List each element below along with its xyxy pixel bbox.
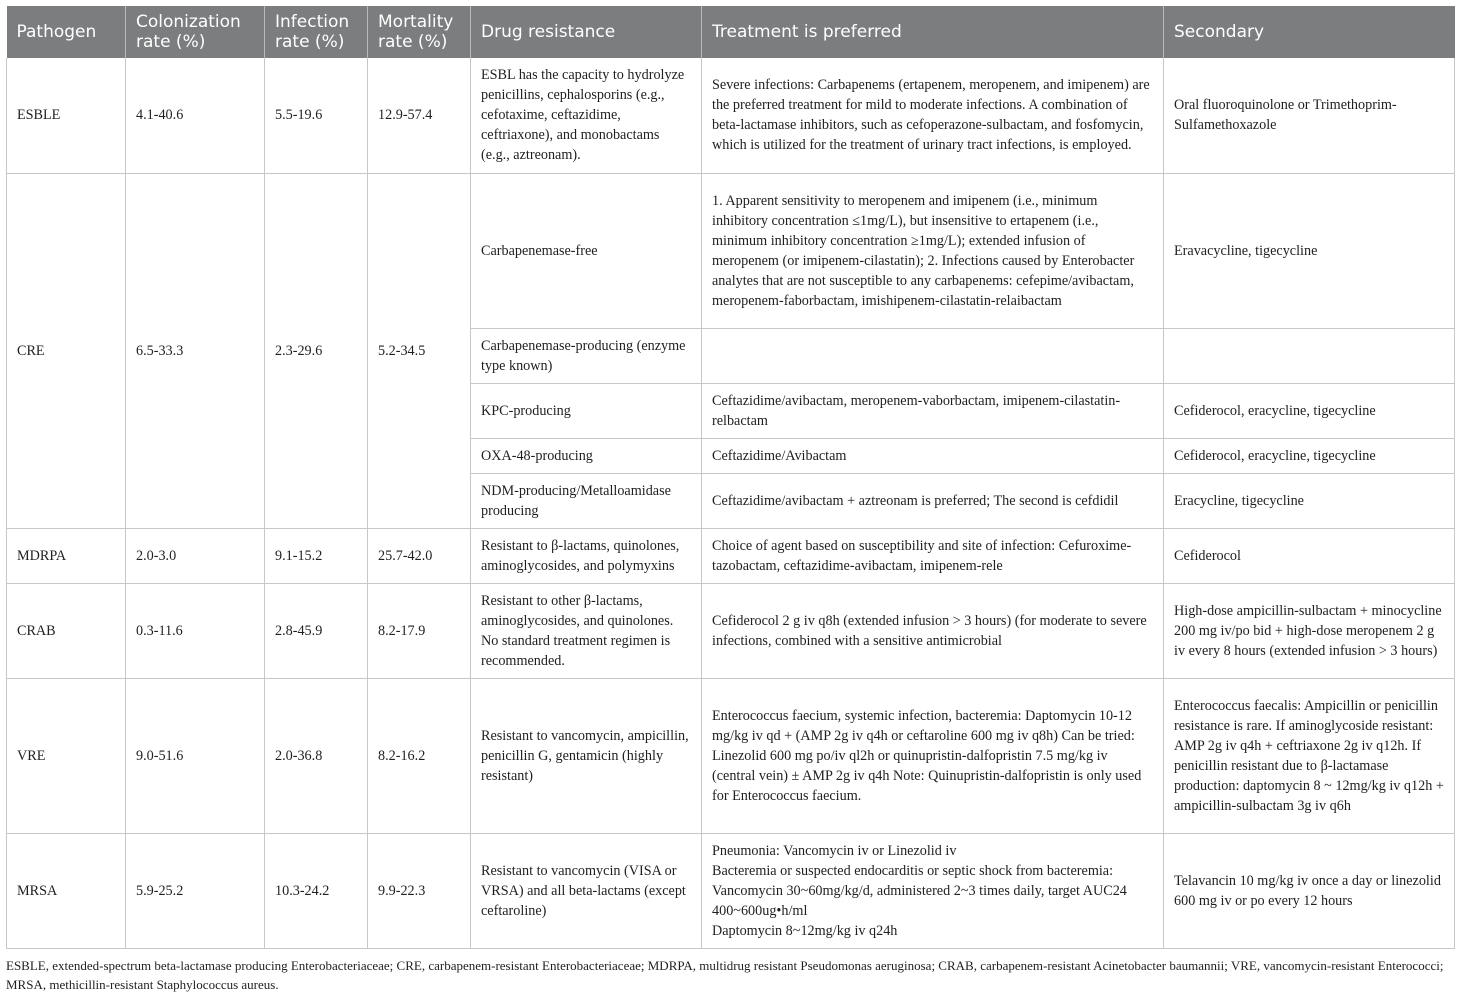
- cell-treatment: Pneumonia: Vancomycin iv or Linezolid iv Bacteremia or suspected endocarditis or septic shock from bacteremia: Vancomycin 30~60mg/kg/d, administered 2~3 times daily, target AUC24 400~600ug•h/ml Daptomycin 8~12mg/kg iv q24h: [702, 833, 1164, 948]
- cell-resistance: ESBL has the capacity to hydrolyze penicillins, cephalosporins (e.g., cefotaxime, ceftazidime, ceftriaxone), and monobactams (e.g., aztreonam).: [471, 58, 702, 173]
- cell-secondary: Cefiderocol, eracycline, tigecycline: [1164, 438, 1455, 473]
- cell-treatment: Severe infections: Carbapenems (ertapenem, meropenem, and imipenem) are the preferred treatment for mild to moderate infections. A combination of beta-lactamase inhibitors, such as cefoperazone-sulbactam, and fosfomycin, which is utilized for the treatment of urinary tract infections, is employed.: [702, 58, 1164, 173]
- cell-mortality: 12.9-57.4: [368, 58, 471, 173]
- cell-pathogen: CRAB: [7, 583, 126, 678]
- cell-mortality: 9.9-22.3: [368, 833, 471, 948]
- cell-infection: 10.3-24.2: [265, 833, 368, 948]
- table-footnote: ESBLE, extended-spectrum beta-lactamase producing Enterobacteriaceae; CRE, carbapenem-resistant Enterobacteriaceae; MDRPA, multidrug resistant Pseudomonas aeruginosa; CRAB, carbapenem-resistant Acinetobacter baumannii; VRE, vancomycin-resistant Enterococci; MRSA, methicillin-resistant Staphylococcus aureus.: [6, 958, 1444, 992]
- cell-pathogen: VRE: [7, 678, 126, 833]
- cell-mortality: 5.2-34.5: [368, 173, 471, 528]
- header-colonization-rate: Colonization rate (%): [126, 6, 265, 58]
- cell-mortality: 8.2-16.2: [368, 678, 471, 833]
- cell-treatment: Ceftazidime/avibactam + aztreonam is preferred; The second is cefdidil: [702, 473, 1164, 528]
- header-pathogen: Pathogen: [7, 6, 126, 58]
- cell-infection: 2.3-29.6: [265, 173, 368, 528]
- header-secondary: Secondary: [1164, 6, 1455, 58]
- cell-secondary: [1164, 328, 1455, 383]
- cell-secondary: Oral fluoroquinolone or Trimethoprim-Sulfamethoxazole: [1164, 58, 1455, 173]
- cell-colonization: 4.1-40.6: [126, 58, 265, 173]
- cell-pathogen: MDRPA: [7, 528, 126, 583]
- table-row: [7, 583, 1455, 678]
- cell-pathogen: ESBLE: [7, 58, 126, 173]
- cell-treatment: 1. Apparent sensitivity to meropenem and imipenem (i.e., minimum inhibitory concentration ≤1mg/L), but insensitive to ertapenem (i.e., minimum inhibitory concentration ≥1mg/L); extended infusion of meropenem (or imipenem-cilastatin); 2. Infections caused by Enterobacter analytes that are not susceptible to any carbapenems: cefepime/avibactam, meropenem-faborbactam, imishipenem-cilastatin-relaibactam: [702, 173, 1164, 328]
- header-infection-rate: Infection rate (%): [265, 6, 368, 58]
- cell-resistance: OXA-48-producing: [471, 438, 702, 473]
- cell-resistance: Carbapenemase-producing (enzyme type known): [471, 328, 702, 383]
- cell-resistance: Resistant to β-lactams, quinolones, aminoglycosides, and polymyxins: [471, 528, 702, 583]
- cell-treatment: Ceftazidime/Avibactam: [702, 438, 1164, 473]
- cell-colonization: 2.0-3.0: [126, 528, 265, 583]
- table-row: [7, 58, 1455, 173]
- cell-resistance: Resistant to other β-lactams, aminoglycosides, and quinolones. No standard treatment regimen is recommended.: [471, 583, 702, 678]
- cell-pathogen: MRSA: [7, 833, 126, 948]
- cell-secondary: High-dose ampicillin-sulbactam + minocycline 200 mg iv/po bid + high-dose meropenem 2 g iv every 8 hours (extended infusion > 3 hours): [1164, 583, 1455, 678]
- cell-secondary: Enterococcus faecalis: Ampicillin or penicillin resistance is rare. If aminoglycoside resistant: AMP 2g iv q4h + ceftriaxone 2g iv q12h. If penicillin resistant due to β-lactamase production: daptomycin 8 ~ 12mg/kg iv q12h + ampicillin-sulbactam 3g iv q6h: [1164, 678, 1455, 833]
- table-container: [6, 6, 1454, 949]
- cell-mortality: 8.2-17.9: [368, 583, 471, 678]
- header-mortality-rate: Mortality rate (%): [368, 6, 471, 58]
- cell-pathogen: CRE: [7, 173, 126, 528]
- cell-secondary: Eravacycline, tigecycline: [1164, 173, 1455, 328]
- header-treatment-preferred: Treatment is preferred: [702, 6, 1164, 58]
- cell-resistance: KPC-producing: [471, 383, 702, 438]
- cell-resistance: Resistant to vancomycin, ampicillin, penicillin G, gentamicin (highly resistant): [471, 678, 702, 833]
- header-drug-resistance: Drug resistance: [471, 6, 702, 58]
- table-row: [7, 833, 1455, 948]
- cell-infection: 9.1-15.2: [265, 528, 368, 583]
- cell-secondary: Cefiderocol: [1164, 528, 1455, 583]
- cell-resistance: NDM-producing/Metalloamidase producing: [471, 473, 702, 528]
- cell-secondary: Cefiderocol, eracycline, tigecycline: [1164, 383, 1455, 438]
- cell-treatment: Ceftazidime/avibactam, meropenem-vaborbactam, imipenem-cilastatin-relbactam: [702, 383, 1164, 438]
- cell-mortality: 25.7-42.0: [368, 528, 471, 583]
- cell-resistance: Resistant to vancomycin (VISA or VRSA) and all beta-lactams (except ceftaroline): [471, 833, 702, 948]
- header-row: [7, 6, 1455, 58]
- cell-secondary: Telavancin 10 mg/kg iv once a day or linezolid 600 mg iv or po every 12 hours: [1164, 833, 1455, 948]
- cell-treatment: [702, 328, 1164, 383]
- cell-colonization: 6.5-33.3: [126, 173, 265, 528]
- cell-secondary: Eracycline, tigecycline: [1164, 473, 1455, 528]
- pathogen-table: [6, 6, 1455, 949]
- cell-colonization: 0.3-11.6: [126, 583, 265, 678]
- table-row: [7, 528, 1455, 583]
- table-row: [7, 678, 1455, 833]
- cell-colonization: 5.9-25.2: [126, 833, 265, 948]
- cell-treatment: Enterococcus faecium, systemic infection, bacteremia: Daptomycin 10-12 mg/kg iv qd + (AMP 2g iv q4h or ceftaroline 600 mg iv q8h) Can be tried: Linezolid 600 mg po/iv ql2h or quinupristin-dalfopristin 7.5 mg/kg iv (central vein) ± AMP 2g iv q4h Note: Quinupristin-dalfopristin is only used for Enterococcus faecium.: [702, 678, 1164, 833]
- table-row: [7, 173, 1455, 328]
- cell-colonization: 9.0-51.6: [126, 678, 265, 833]
- cell-treatment: Choice of agent based on susceptibility and site of infection: Cefuroxime-tazobactam, ceftazidime-avibactam, imipenem-rele: [702, 528, 1164, 583]
- cell-resistance: Carbapenemase-free: [471, 173, 702, 328]
- cell-infection: 2.0-36.8: [265, 678, 368, 833]
- cell-infection: 2.8-45.9: [265, 583, 368, 678]
- cell-infection: 5.5-19.6: [265, 58, 368, 173]
- cell-treatment: Cefiderocol 2 g iv q8h (extended infusion > 3 hours) (for moderate to severe infections, combined with a sensitive antimicrobial: [702, 583, 1164, 678]
